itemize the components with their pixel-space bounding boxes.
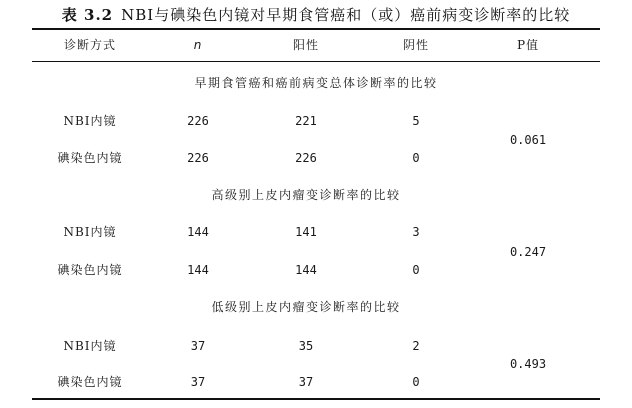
row-n: 226	[187, 151, 209, 165]
row-positive: 221	[295, 114, 317, 128]
section-p-value: 0.493	[509, 357, 547, 371]
row-positive: 141	[295, 225, 317, 239]
row-negative: 3	[412, 225, 420, 239]
row-n: 144	[187, 263, 209, 277]
table-caption	[0, 4, 632, 25]
row-negative: 0	[412, 151, 420, 165]
row-positive: 144	[295, 263, 317, 277]
row-positive: 37	[298, 375, 314, 389]
header-n: n	[193, 38, 203, 52]
row-method: NBI内镜	[63, 339, 117, 353]
section-p-value: 0.061	[509, 133, 547, 147]
caption-title: NBI与碘染色内镜对早期食管癌和（或）癌前病变诊断率的比较	[121, 6, 571, 24]
row-method: NBI内镜	[63, 114, 117, 128]
row-n: 37	[190, 375, 206, 389]
header-rule	[32, 61, 600, 62]
row-positive: 35	[298, 339, 314, 353]
top-rule	[32, 28, 600, 30]
bottom-rule	[32, 398, 600, 400]
row-negative: 5	[412, 114, 420, 128]
row-negative: 0	[412, 263, 420, 277]
section-p-value: 0.247	[509, 245, 547, 259]
row-method: 碘染色内镜	[57, 263, 123, 277]
row-method: 碘染色内镜	[57, 151, 123, 165]
header-p-value: P值	[516, 38, 540, 52]
row-negative: 2	[412, 339, 420, 353]
row-n: 226	[187, 114, 209, 128]
header-positive: 阳性	[292, 38, 320, 52]
row-method: NBI内镜	[63, 225, 117, 239]
caption-label: 表 3.2	[61, 6, 114, 24]
row-n: 37	[190, 339, 206, 353]
header-method: 诊断方式	[63, 38, 117, 52]
section-title: 高级别上皮内瘤变诊断率的比较	[211, 188, 401, 202]
row-n: 144	[187, 225, 209, 239]
header-negative: 阴性	[402, 38, 430, 52]
section-title: 早期食管癌和癌前病变总体诊断率的比较	[194, 76, 438, 90]
row-positive: 226	[295, 151, 317, 165]
section-title: 低级别上皮内瘤变诊断率的比较	[211, 300, 401, 314]
row-method: 碘染色内镜	[57, 375, 123, 389]
row-negative: 0	[412, 375, 420, 389]
